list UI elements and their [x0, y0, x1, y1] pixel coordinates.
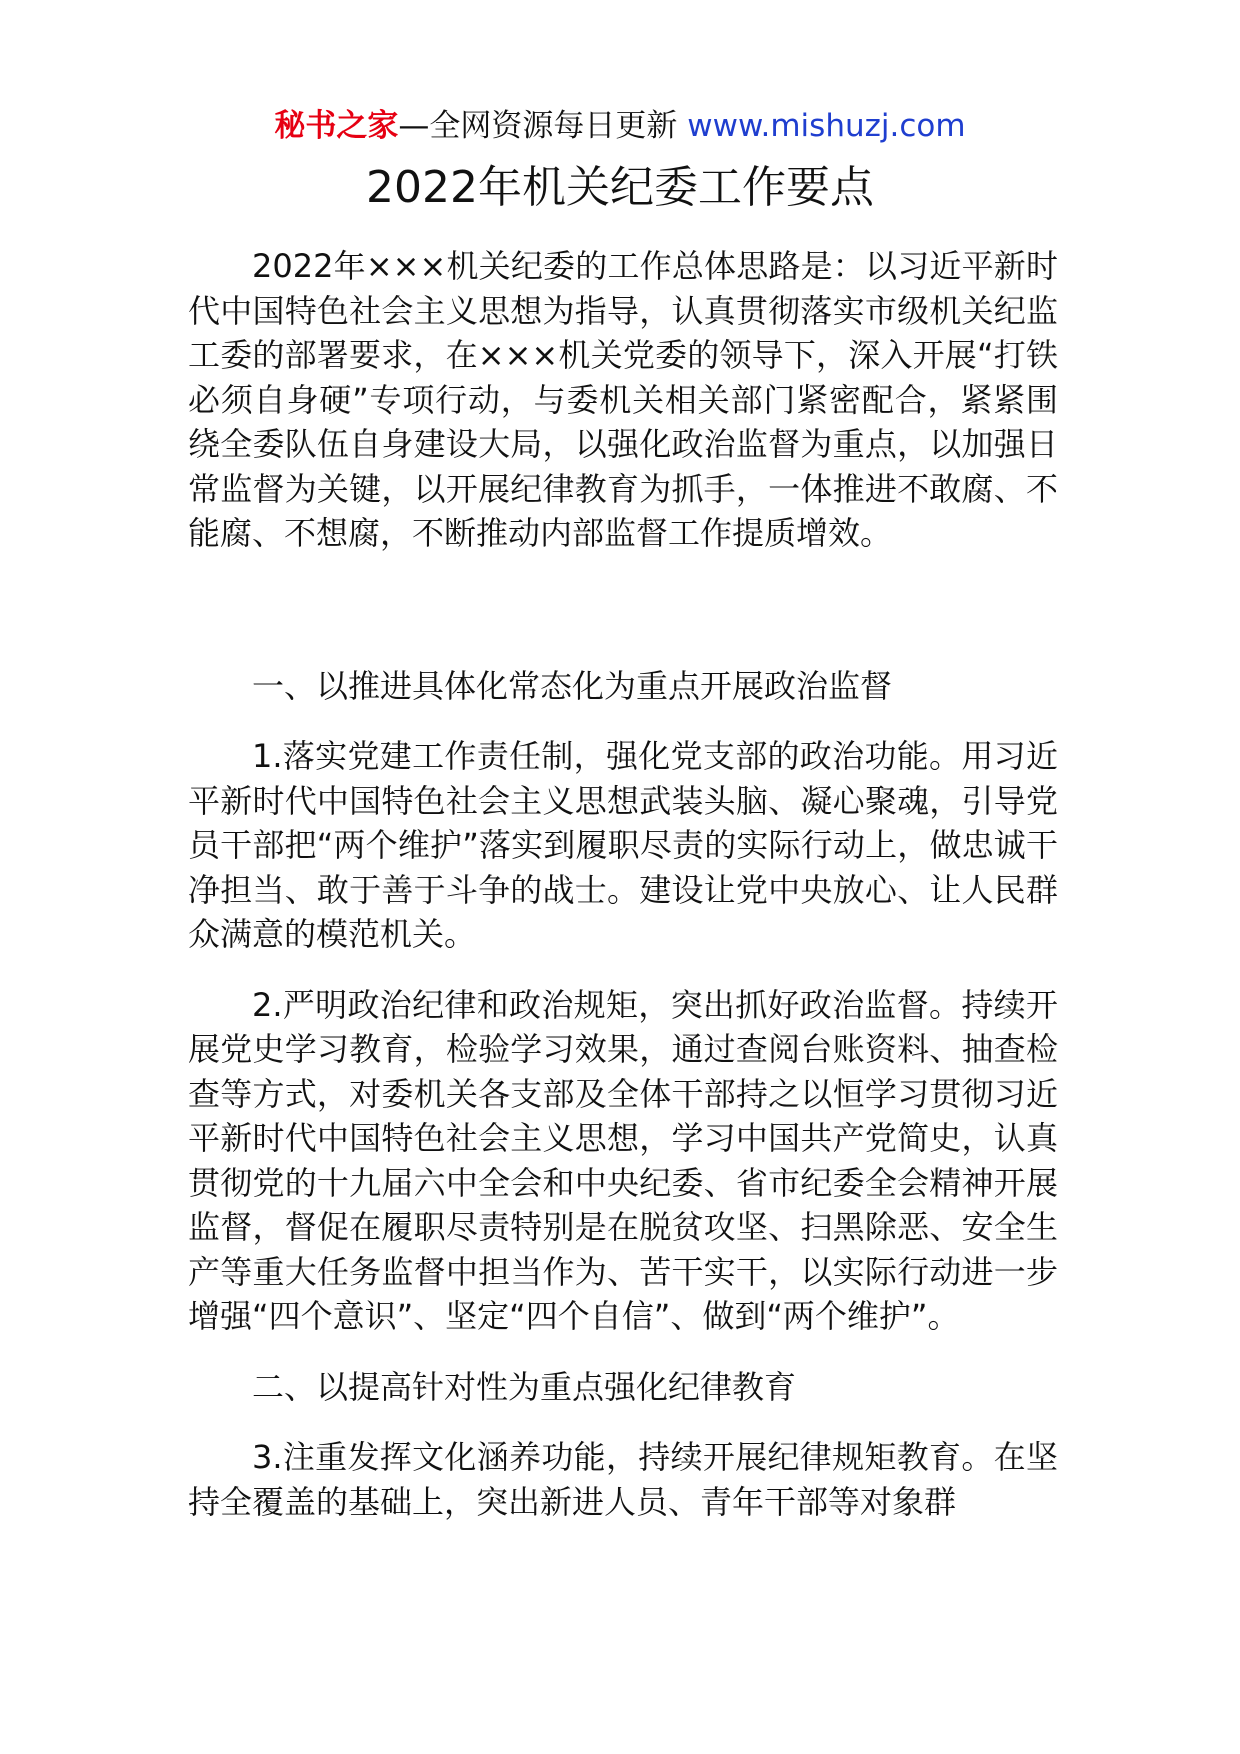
paragraph-item-2: 2.严明政治纪律和政治规矩，突出抓好政治监督。持续开展党史学习教育，检验学习效果，通过查阅台账资料、抽查检查等方式，对委机关各支部及全体干部持之以恒学习贯彻习近平新时代中国特色社会主义思想，学习中国共产党简史，认真贯彻党的十九届六中全会和中央纪委、省市纪委全会精神开展监督，督促在履职尽责特别是在脱贫攻坚、扫黑除恶、安全生产等重大任务监督中担当作为、苦干实干，以实际行动进一步增强“四个意识”、坚定“四个自信”、做到“两个维护”。 — [188, 985, 1058, 1335]
site-header — [0, 104, 1240, 148]
document-body — [188, 244, 1058, 1524]
paragraph-item-3: 3.注重发挥文化涵养功能，持续开展纪律规矩教育。在坚持全覆盖的基础上，突出新进人员、青年干部等对象群 — [188, 1438, 1058, 1521]
intro-paragraph: 2022年×××机关纪委的工作总体思路是：以习近平新时代中国特色社会主义思想为指导，认真贯彻落实市级机关纪监工委的部署要求，在×××机关党委的领导下，深入开展“打铁必须自身硬”专项行动，与委机关相关部门紧密配合，紧紧围绕全委队伍自身建设大局，以强化政治监督为重点，以加强日常监督为关键，以开展纪律教育为抓手，一体推进不敢腐、不能腐、不想腐，不断推动内部监督工作提质增效。 — [188, 247, 1058, 552]
blank-space — [188, 556, 1058, 664]
section-heading-1: 一、以推进具体化常态化为重点开展政治监督 — [252, 666, 893, 705]
document-title: 2022年机关纪委工作要点 — [366, 162, 874, 213]
section-heading-2: 二、以提高针对性为重点强化纪律教育 — [252, 1367, 797, 1406]
brand-name: 秘书之家 — [274, 108, 399, 144]
site-url-link[interactable]: www.mishuzj.com — [687, 108, 966, 144]
paragraph-item-1: 1.落实党建工作责任制，强化党支部的政治功能。用习近平新时代中国特色社会主义思想武装头脑、凝心聚魂，引导党员干部把“两个维护”落实到履职尽责的实际行动上，做忠诚干净担当、敢于善于斗争的战士。建设让党中央放心、让人民群众满意的模范机关。 — [188, 737, 1058, 953]
header-tagline: —全网资源每日更新 — [398, 108, 678, 144]
